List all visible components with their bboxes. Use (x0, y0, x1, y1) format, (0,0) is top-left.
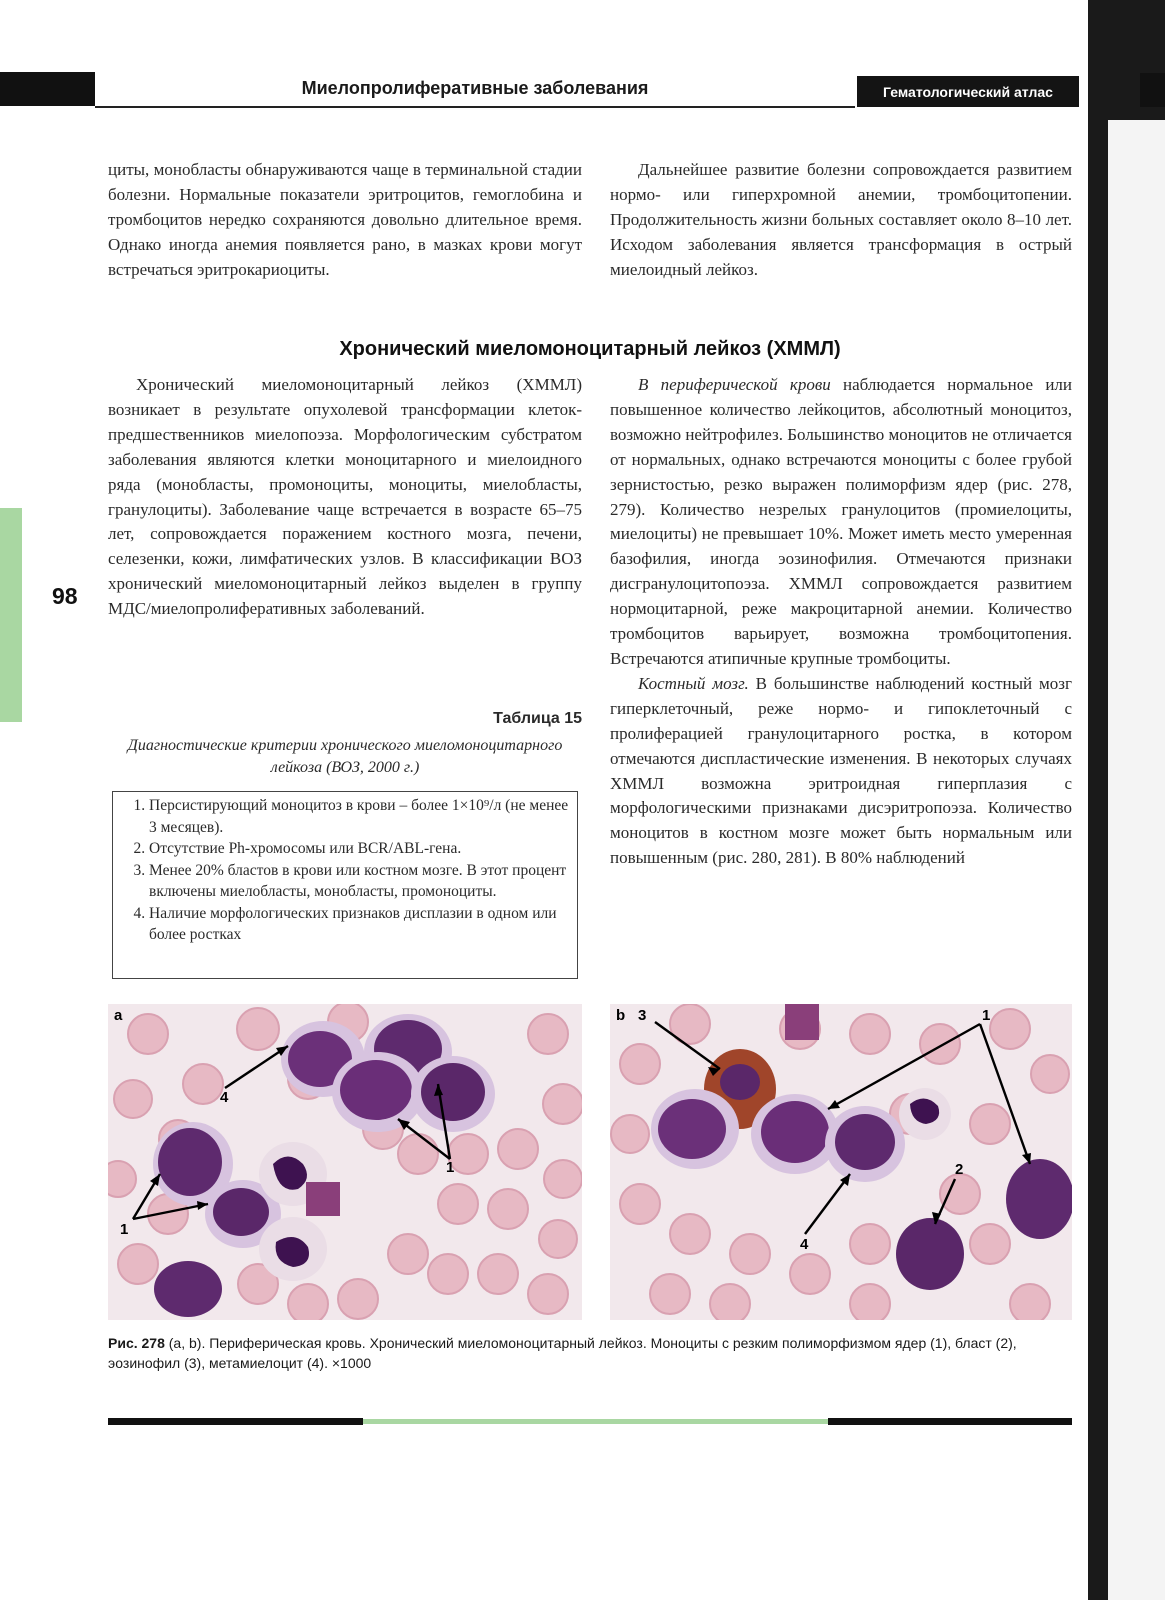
adjacent-page-header-bar (1140, 73, 1165, 107)
micrograph-panel-a (108, 1004, 582, 1320)
panel-b-label: 4 (800, 1236, 809, 1253)
criteria-item: 2. Отсутствие Ph-хромосомы или BCR/ABL-гена. (149, 838, 571, 860)
intro-right-paragraph: Дальнейшее развитие болезни сопровождается развитием нормо- или гиперхромной анемии, тромбоцитопении. Продолжительность жизни больных составляет около 8–10 лет. Исходом заболевания является трансформация в острый миелоидный лейкоз. (610, 160, 1072, 279)
blood-text: наблюдается нормальное или повышенное количество лейкоцитов, абсолютный моноцитоз, возможно нейтрофилез. Большинство моноцитов не отличается от нормальных, однако встречаются моноциты с более грубой зернистостью, резко выражен полиморфизм ядер (рис. 278, 279). Количество незрелых гранулоцитов (промиелоциты, миелоциты) не превышает 10%. Может иметь место умеренная базофилия, иногда эозинофилия. Отмечаются признаки дисгранулоцитопоэза. ХММЛ сопровождается развитием нормоцитарной, реже макроцитарной анемии. Количество тромбоцитов варьирует, возможна тромбоцитопения. Встречаются атипичные крупные тромбоциты. (610, 375, 1072, 668)
figure-number: Рис. 278 (108, 1335, 165, 1351)
blood-paragraph (610, 373, 1072, 672)
right-body (610, 373, 1072, 871)
criteria-item: 3. Менее 20% бластов в крови или костном мозге. В этот процент включены миелобласты, монобласты, промоноциты. (149, 860, 571, 903)
marrow-paragraph (610, 672, 1072, 871)
footer-rule-right (828, 1418, 1072, 1425)
header-rule (95, 106, 855, 108)
panel-b-label: 2 (955, 1161, 964, 1178)
panel-b-letter: b (616, 1007, 626, 1024)
page-number: 98 (52, 583, 78, 609)
panel-a-label: 1 (446, 1159, 455, 1176)
book-title-badge (857, 76, 1079, 107)
footer-rule-left (108, 1418, 363, 1425)
blood-label: В периферической крови (638, 375, 831, 394)
panel-a-label: 1 (120, 1221, 129, 1238)
criteria-list (113, 792, 577, 946)
footer-rule-accent (363, 1419, 828, 1424)
figure-caption (108, 1333, 1072, 1373)
figure-caption-text: (a, b). Периферическая кровь. Хронический миеломоноцитарный лейкоз. Моноциты с резким полиморфизмом ядер (1), бласт (2), эозинофил (3), метамиелоцит (4). ×1000 (108, 1335, 1017, 1371)
marrow-label: Костный мозг. (638, 673, 749, 693)
micrograph-panel-b (610, 1004, 1072, 1320)
side-tab (0, 508, 22, 722)
table-caption: Диагностические критерии хронического миеломоноцитарного лейкоза (ВОЗ, 2000 г.) (127, 737, 563, 776)
panel-b-label: 1 (982, 1007, 991, 1024)
intro-left-paragraph: циты, монобласты обнаруживаются чаще в терминальной стадии болезни. Нормальные показатели эритроцитов, гемоглобина и тромбоцитов нередко сохраняются довольно длительное время. Однако иногда анемия появляется рано, в мазках крови могут встречаться эритрокариоциты. (108, 160, 582, 279)
adjacent-page-strip (1108, 120, 1165, 1600)
marrow-text: В большинстве наблюдений костный мозг гиперклеточный, реже нормо- и гипоклеточный с пролиферацией гранулоцитарного ростка, в котором отмечаются диспластические изменения. В некоторых случаях ХММЛ возможна эритроидная гиперплазия с морфологическими признаками дисэритропоэза. Количество моноцитов в костном мозге может быть нормальным или повышенным (рис. 280, 281). В 80% наблюдений (610, 673, 1072, 868)
chapter-title: Миелопролиферативные заболевания (301, 78, 649, 98)
book-title: Гематологический атлас (883, 83, 1053, 100)
panel-a-label: 4 (220, 1089, 229, 1106)
left-body-paragraph: Хронический миеломоноцитарный лейкоз (ХММЛ) возникает в результате опухолевой трансформации клеток-предшественников миелопоэза. Морфологическим субстратом заболевания являются клетки моноцитарного и миелоидного ряда (монобласты, промоноциты, моноциты, миелобласты, гранулоциты). Заболевание чаще встречается в возрасте 65–75 лет, сопровождается поражением костного мозга, печени, селезенки, кожи, лимфатических узлов. В классификации ВОЗ хронический миеломоноцитарный лейкоз выделен в группу МДС/миелопролиферативных заболеваний. (108, 375, 582, 619)
panel-b-label: 3 (638, 1007, 647, 1024)
micrograph-a (108, 1004, 582, 1320)
table-label: Таблица 15 (493, 710, 582, 727)
panel-a-letter: a (114, 1007, 123, 1024)
criteria-table (112, 791, 578, 979)
section-title: Хронический миеломоноцитарный лейкоз (ХММЛ) (339, 338, 841, 360)
criteria-item: 1. Персистирующий моноцитоз в крови – более 1×10⁹/л (не менее 3 месяцев). (149, 795, 571, 838)
criteria-item: 4. Наличие морфологических признаков дисплазии в одном или более ростках (149, 903, 571, 946)
micrograph-b (610, 1004, 1072, 1320)
header-left-bar (0, 72, 95, 106)
